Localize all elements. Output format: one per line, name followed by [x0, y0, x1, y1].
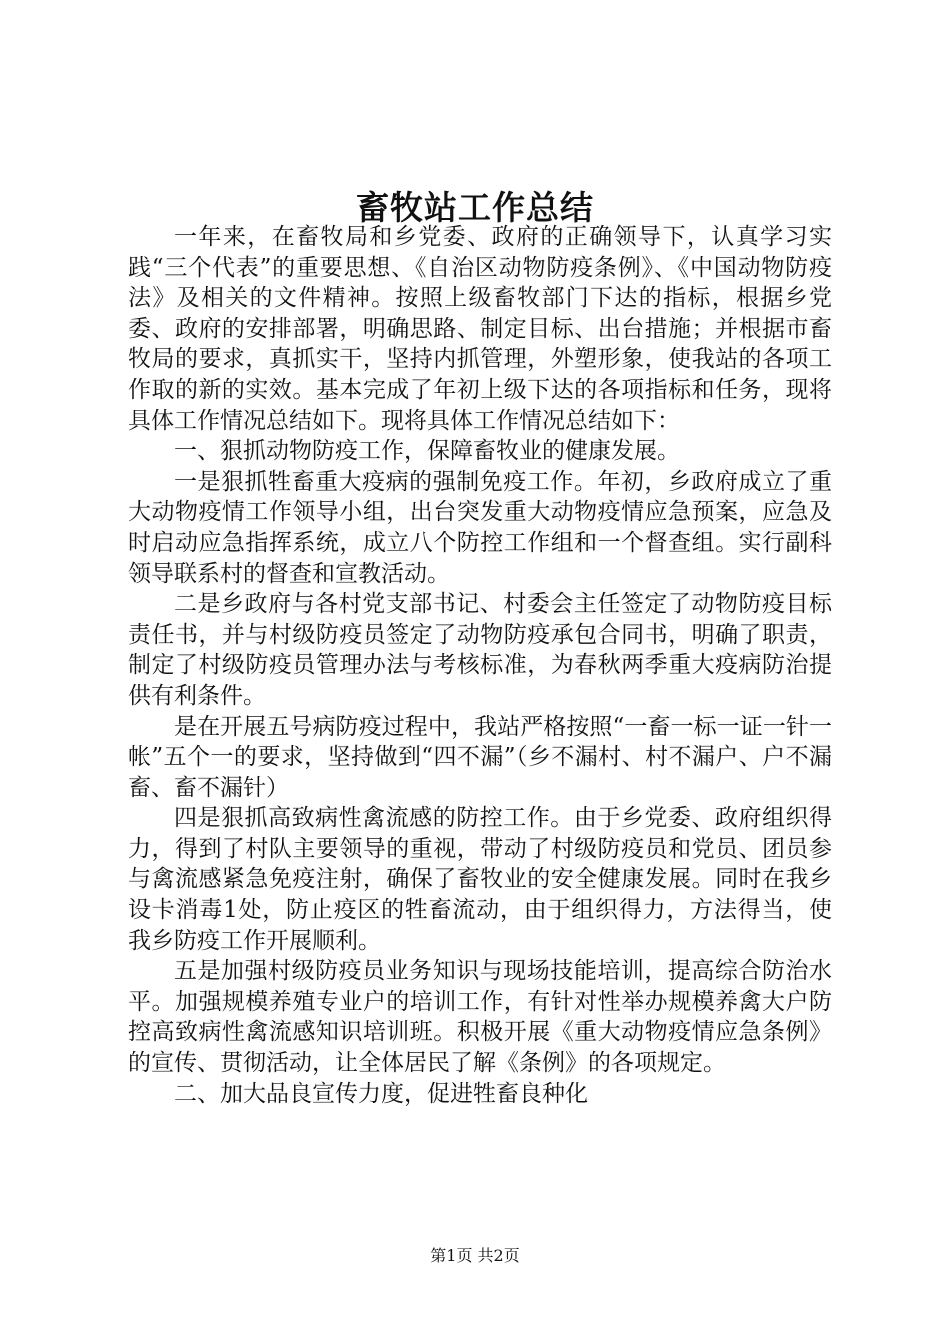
paragraph-intro: 一年来，在畜牧局和乡党委、政府的正确领导下，认真学习实践“三个代表”的重要思想、《自治区动物防疫条例》、《中国动物防疫法》及相关的文件精神。按照上级畜牧部门下达的指标，根据乡党委、政府的安排部署，明确思路、制定目标、出台措施；并根据市畜牧局的要求，真抓实干，坚持内抓管理，外塑形象，使我站的各项工作取的新的实效。基本完成了年初上级下达的各项指标和任务，现将具体工作情况总结如下。现将具体工作情况总结如下：	[128, 224, 832, 434]
paragraph-item-5: 五是加强村级防疫员业务知识与现场技能培训，提高综合防治水平。加强规模养殖专业户的培训工作，有针对性举办规模养禽大户防控高致病性禽流感知识培训班。积极开展《重大动物疫情应急条例》的宣传、贯彻活动，让全体居民了解《条例》的各项规定。	[128, 958, 832, 1077]
section-heading-1: 一、狠抓动物防疫工作，保障畜牧业的健康发展。	[174, 438, 680, 465]
paragraph-item-1: 一是狠抓牲畜重大疫病的强制免疫工作。年初，乡政府成立了重大动物疫情工作领导小组，出台突发重大动物疫情应急预案，应急及时启动应急指挥系统，成立八个防控工作组和一个督查组。实行副科领导联系村的督查和宣教活动。	[128, 468, 832, 587]
paragraph-item-2: 二是乡政府与各村党支部书记、村委会主任签定了动物防疫目标责任书，并与村级防疫员签定了动物防疫承包合同书，明确了职责，制定了村级防疫员管理办法与考核标准，为春秋两季重大疫病防治提供有利条件。	[128, 591, 832, 709]
page-number-footer: 第1页 共2页	[430, 1246, 520, 1265]
section-heading-2: 二、加大品良宣传力度，促进牲畜良种化	[174, 1080, 588, 1107]
document-body	[128, 222, 832, 1109]
document-title: 畜牧站工作总结	[356, 188, 594, 227]
paragraph-item-4: 四是狠抓高致病性禽流感的防控工作。由于乡党委、政府组织得力，得到了村队主要领导的重视，带动了村级防疫员和党员、团员参与禽流感紧急免疫注射，确保了畜牧业的安全健康发展。同时在我乡设卡消毒1处，防止疫区的牲畜流动，由于组织得力，方法得当，使我乡防疫工作开展顺利。	[128, 805, 832, 954]
paragraph-item-3: 是在开展五号病防疫过程中，我站严格按照“一畜一标一证一针一帐”五个一的要求，坚持做到“四不漏”（乡不漏村、村不漏户、户不漏畜、畜不漏针）	[128, 713, 832, 801]
